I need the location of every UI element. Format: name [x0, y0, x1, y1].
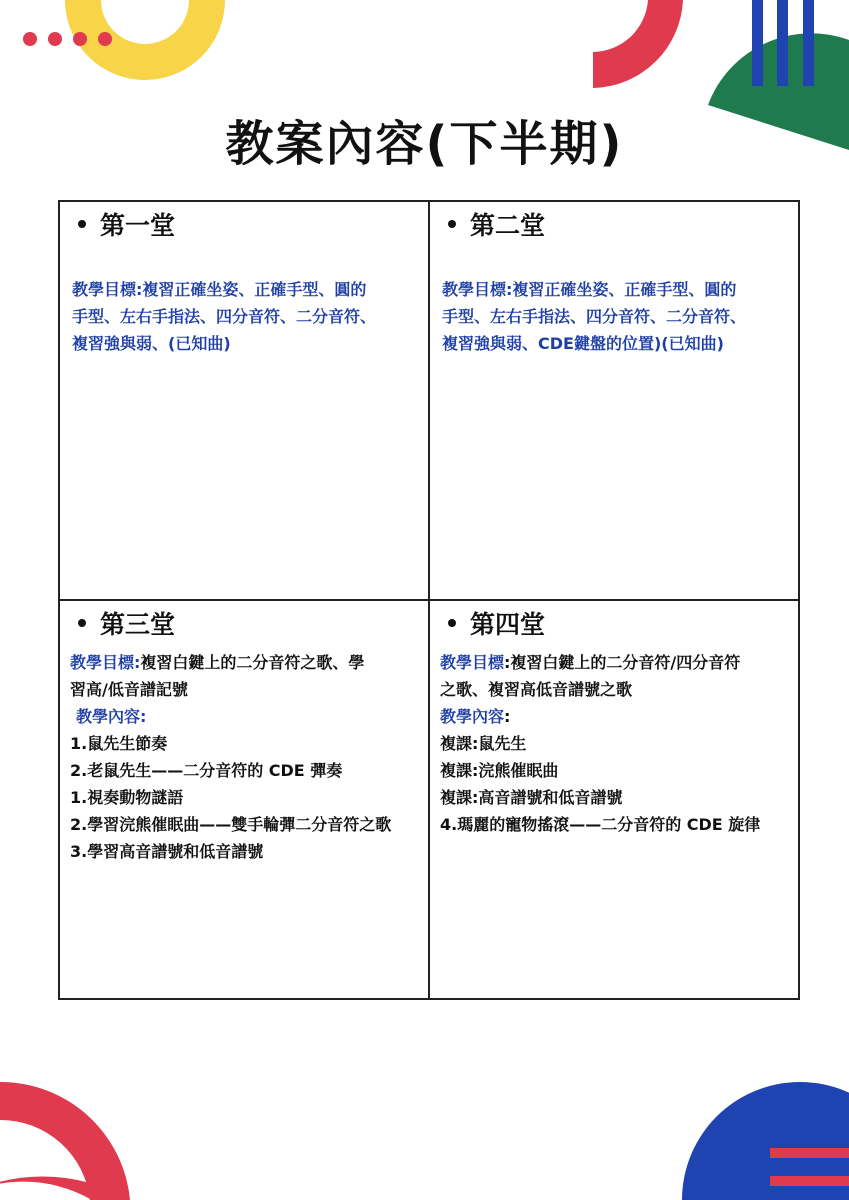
goal-line: 手型、左右手指法、四分音符、二分音符、: [72, 307, 377, 326]
goal-line: 習高/低音譜記號: [70, 680, 188, 699]
content-label: 教學內容:: [76, 707, 147, 726]
yellow-ring-shape: [83, 0, 207, 62]
red-stripe: [770, 1176, 849, 1186]
lesson-heading: [448, 605, 545, 641]
goal-line: [440, 649, 792, 676]
goal-line: [70, 649, 422, 676]
lesson-goal: [442, 276, 787, 357]
lesson-heading-text: 第一堂: [100, 211, 176, 240]
content-item: 複課:浣熊催眠曲: [440, 761, 559, 780]
goal-text: :複習白鍵上的二分音符/四分音符: [504, 653, 741, 672]
lesson-heading-text: 第二堂: [470, 211, 546, 240]
red-dot: [23, 32, 37, 46]
content-item: 1.視奏動物謎語: [70, 788, 184, 807]
content-item: 1.鼠先生節奏: [70, 734, 168, 753]
goal-line: 複習強與弱、(已知曲): [72, 334, 231, 353]
bullet-icon: [78, 220, 86, 228]
lesson-card-4: [428, 599, 800, 1000]
lesson-heading: [78, 206, 175, 242]
content-label-line: [440, 703, 792, 730]
goal-line: 教學目標:複習正確坐姿、正確手型、圓的: [442, 280, 737, 299]
lesson-card-1: [58, 200, 430, 601]
lesson-goal: [72, 276, 417, 357]
content-colon: :: [504, 707, 511, 726]
goal-line: 之歌、複習高低音譜號之歌: [440, 680, 633, 699]
lesson-heading: [448, 206, 545, 242]
lesson-heading-text: 第四堂: [470, 610, 546, 639]
content-item: 3.學習高音譜號和低音譜號: [70, 842, 264, 861]
bullet-icon: [78, 619, 86, 627]
content-label: 教學內容: [440, 707, 505, 726]
content-item: 4.瑪麗的寵物搖滾——二分音符的 CDE 旋律: [440, 815, 761, 834]
lesson-heading-text: 第三堂: [100, 610, 176, 639]
lesson-card-2: [428, 200, 800, 601]
lesson-card-3: [58, 599, 430, 1000]
bullet-icon: [448, 220, 456, 228]
lesson-grid: [58, 200, 800, 1000]
content-item: 複課:鼠先生: [440, 734, 527, 753]
red-stripe: [770, 1148, 849, 1158]
red-dot: [48, 32, 62, 46]
goal-text: 複習白鍵上的二分音符之歌、學: [140, 653, 365, 672]
goal-line: 手型、左右手指法、四分音符、二分音符、: [442, 307, 747, 326]
blue-bar: [752, 0, 763, 86]
red-dot: [73, 32, 87, 46]
blue-bar: [803, 0, 814, 86]
content-item: 複課:高音譜號和低音譜號: [440, 788, 623, 807]
lesson-heading: [78, 605, 175, 641]
goal-line: 教學目標:複習正確坐姿、正確手型、圓的: [72, 280, 367, 299]
goal-label: 教學目標:: [70, 653, 141, 672]
content-item: 2.學習浣熊催眠曲——雙手輪彈二分音符之歌: [70, 815, 392, 834]
lesson-body: [70, 649, 422, 865]
goal-label: 教學目標: [440, 653, 505, 672]
red-dot: [98, 32, 112, 46]
blue-bar: [777, 0, 788, 86]
content-item: 2.老鼠先生——二分音符的 CDE 彈奏: [70, 761, 343, 780]
bullet-icon: [448, 619, 456, 627]
page-title: 教案內容(下半期): [225, 116, 624, 172]
goal-line: 複習強與弱、CDE鍵盤的位置)(已知曲): [442, 334, 724, 353]
red-arc-shape: [593, 0, 683, 88]
lesson-body: [440, 649, 792, 838]
